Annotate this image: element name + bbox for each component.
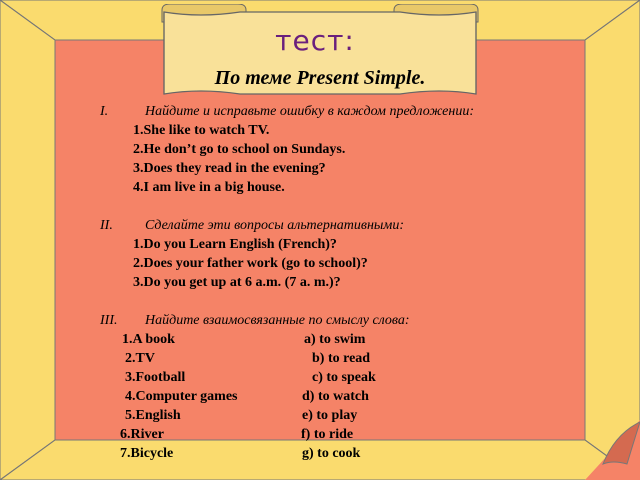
- match-word: 2.TV: [125, 351, 155, 366]
- topic-subtitle: По теме Present Simple.: [214, 67, 426, 89]
- list-item: 1.Do you Learn English (French)?: [133, 237, 337, 252]
- match-option: d) to watch: [302, 389, 369, 404]
- match-option: g) to cook: [302, 446, 361, 461]
- match-option: b) to read: [312, 351, 371, 366]
- test-content: [100, 102, 600, 463]
- section-3-heading: [100, 311, 600, 330]
- match-word: 4.Computer games: [125, 389, 238, 404]
- match-word: 5.English: [125, 408, 181, 423]
- match-row: [100, 425, 600, 444]
- match-option: c) to speak: [312, 370, 376, 385]
- section-number: III.: [100, 313, 118, 328]
- match-row: [100, 387, 600, 406]
- match-word: 6.River: [120, 427, 164, 442]
- list-item: 3.Do you get up at 6 a.m. (7 a. m.)?: [133, 275, 341, 290]
- section-instruction: Найдите и исправьте ошибку в каждом предложении:: [145, 104, 475, 119]
- section-number: I.: [100, 104, 109, 119]
- match-row: [100, 444, 600, 463]
- list-item: 2.He don’t go to school on Sundays.: [133, 142, 346, 157]
- list-item: 1.She like to watch TV.: [133, 123, 270, 138]
- match-row: [100, 406, 600, 425]
- test-title: тест:: [275, 24, 355, 57]
- match-row: [100, 330, 600, 349]
- match-option: a) to swim: [304, 332, 366, 347]
- match-option: f) to ride: [301, 427, 354, 442]
- title-banner: [160, 4, 480, 99]
- match-word: 3.Football: [125, 370, 186, 385]
- list-item: 4.I am live in a big house.: [133, 180, 285, 195]
- match-word: 7.Bicycle: [120, 446, 174, 461]
- list-item: 3.Does they read in the evening?: [133, 161, 326, 176]
- match-row: [100, 368, 600, 387]
- section-instruction: Сделайте эти вопросы альтернативными:: [145, 218, 405, 233]
- list-item: 2.Does your father work (go to school)?: [133, 256, 368, 271]
- match-option: e) to play: [302, 408, 358, 423]
- page-curl-corner: [585, 420, 640, 480]
- section-number: II.: [100, 218, 113, 233]
- section-instruction: Найдите взаимосвязанные по смыслу слова:: [145, 313, 410, 328]
- section-2-heading: [100, 216, 600, 235]
- match-row: [100, 349, 600, 368]
- section-1-heading: [100, 102, 600, 121]
- match-word: 1.A book: [122, 332, 175, 347]
